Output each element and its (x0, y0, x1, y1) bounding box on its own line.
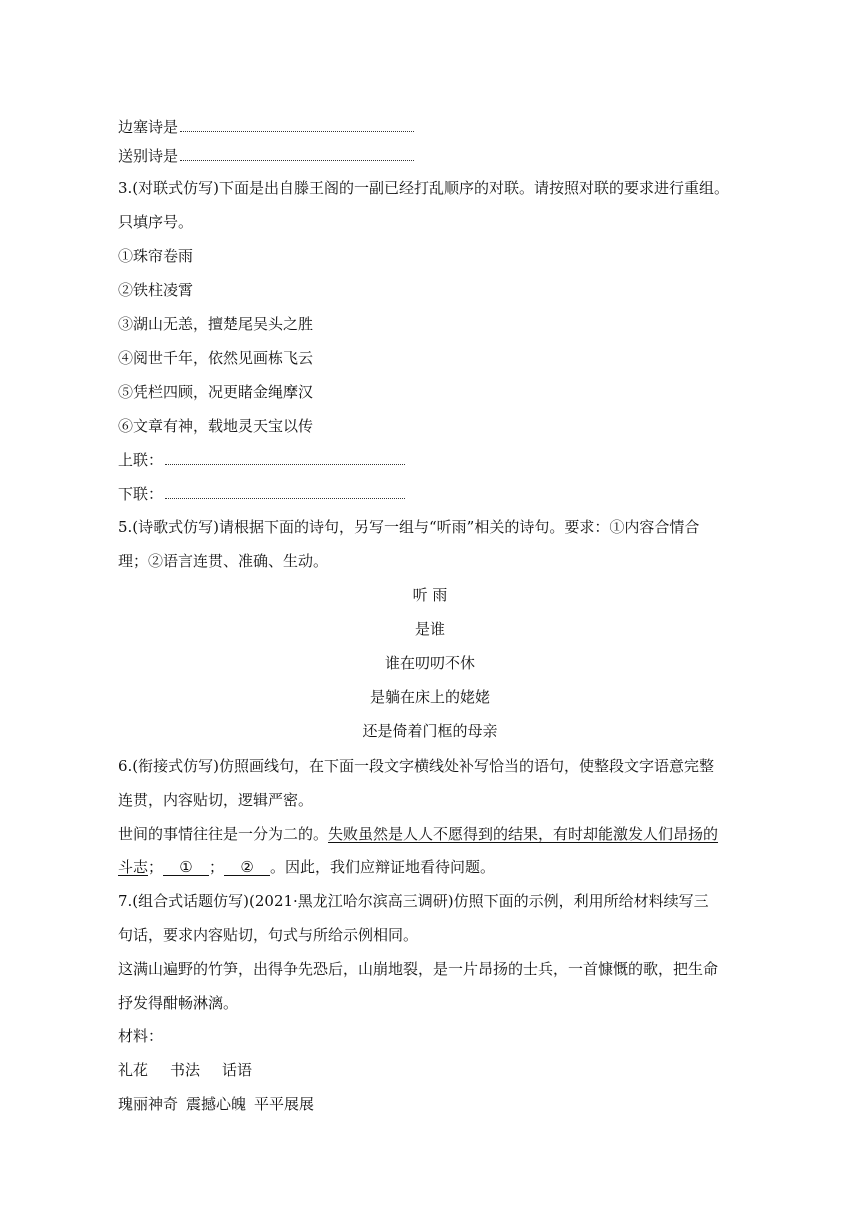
q3-prompt-line-1: 3.(对联式仿写)下面是出自滕王阁的一副已经打乱顺序的对联。请按照对联的要求进行重组。 (118, 179, 730, 197)
frontier-poem-label: 边塞诗是 (118, 118, 179, 136)
q3-lower-couplet-line (118, 484, 405, 504)
farewell-poem-answer-blank[interactable] (180, 148, 414, 161)
q5-prompt-line-1: 5.(诗歌式仿写)请根据下面的诗句，另写一组与“听雨”相关的诗句。要求：①内容合情合 (118, 518, 700, 536)
q3-lower-answer-blank[interactable] (165, 486, 405, 499)
q6-model-sentence: 失败虽然是人人不愿得到的结果，有时却能激发人们昂扬的 (328, 825, 719, 843)
q7-prompt-line-1: 7.(组合式话题仿写)(2021·黑龙江哈尔滨高三调研)仿照下面的示例，利用所给材料续写三 (118, 892, 709, 910)
q6-passage-plain: 世间的事情往往是一分为二的。 (118, 825, 329, 843)
q3-upper-label: 上联： (118, 451, 164, 469)
q6-prompt-line-1: 6.(衔接式仿写)仿照画线句，在下面一段文字横线处补写恰当的语句，使整段文字语意完整 (118, 757, 715, 775)
q6-answer-blank-2[interactable]: ② (224, 859, 270, 876)
q7-material-label: 材料： (118, 1027, 164, 1045)
frontier-poem-line (118, 117, 414, 137)
q3-option-3: ③湖山无恙，擅楚尾吴头之胜 (118, 315, 314, 333)
q7-material-item: 话语 (222, 1061, 253, 1079)
q7-material-item: 震撼心魄 (186, 1095, 247, 1113)
q3-option-2: ②铁柱凌霄 (118, 281, 194, 299)
q7-prompt-line-2: 句话，要求内容贴切，句式与所给示例相同。 (118, 926, 419, 944)
q3-prompt-line-2: 只填序号。 (118, 213, 194, 231)
q5-poem-line-2: 谁在叨叨不休 (384, 654, 475, 672)
frontier-poem-answer-blank[interactable] (180, 119, 414, 132)
q6-passage-tail: 。因此，我们应辩证地看待问题。 (270, 858, 496, 876)
q6-separator-1: ； (148, 858, 164, 876)
q6-separator-2: ； (209, 858, 225, 876)
q7-material-item: 书法 (170, 1061, 201, 1079)
q6-passage-line-1 (118, 824, 718, 844)
q7-material-item: 礼花 (118, 1061, 149, 1079)
q7-example-line-1: 这满山遍野的竹笋，出得争先恐后，山崩地裂，是一片昂扬的士兵，一首慷慨的歌，把生命 (118, 960, 719, 978)
farewell-poem-line (118, 146, 414, 166)
q7-material-item: 瑰丽神奇 (118, 1095, 179, 1113)
q3-option-1: ①珠帘卷雨 (118, 247, 194, 265)
q3-lower-label: 下联： (118, 485, 164, 503)
q6-prompt-line-2: 连贯，内容贴切，逻辑严密。 (118, 791, 314, 809)
q5-poem-title: 听 雨 (412, 586, 448, 604)
q3-upper-couplet-line (118, 450, 405, 470)
q7-materials-row-1 (118, 1060, 252, 1080)
q6-passage-line-2 (118, 857, 495, 877)
q6-model-sentence-end: 斗志 (118, 858, 149, 876)
q5-poem-line-3: 是躺在床上的姥姥 (369, 688, 490, 706)
q7-materials-row-2 (118, 1094, 314, 1114)
q7-example-line-2: 抒发得酣畅淋漓。 (118, 994, 239, 1012)
q3-upper-answer-blank[interactable] (165, 452, 405, 465)
q5-poem-line-1: 是谁 (414, 620, 445, 638)
q3-option-4: ④阅世千年，依然见画栋飞云 (118, 349, 314, 367)
q3-option-5: ⑤凭栏四顾，况更睹金绳摩汉 (118, 383, 314, 401)
q3-option-6: ⑥文章有神，载地灵天宝以传 (118, 417, 314, 435)
q6-answer-blank-1[interactable]: ① (163, 859, 209, 876)
q5-poem-line-4: 还是倚着门框的母亲 (362, 722, 498, 740)
q7-material-item: 平平展展 (254, 1095, 315, 1113)
farewell-poem-label: 送别诗是 (118, 147, 179, 165)
q5-prompt-line-2: 理；②语言连贯、准确、生动。 (118, 552, 329, 570)
